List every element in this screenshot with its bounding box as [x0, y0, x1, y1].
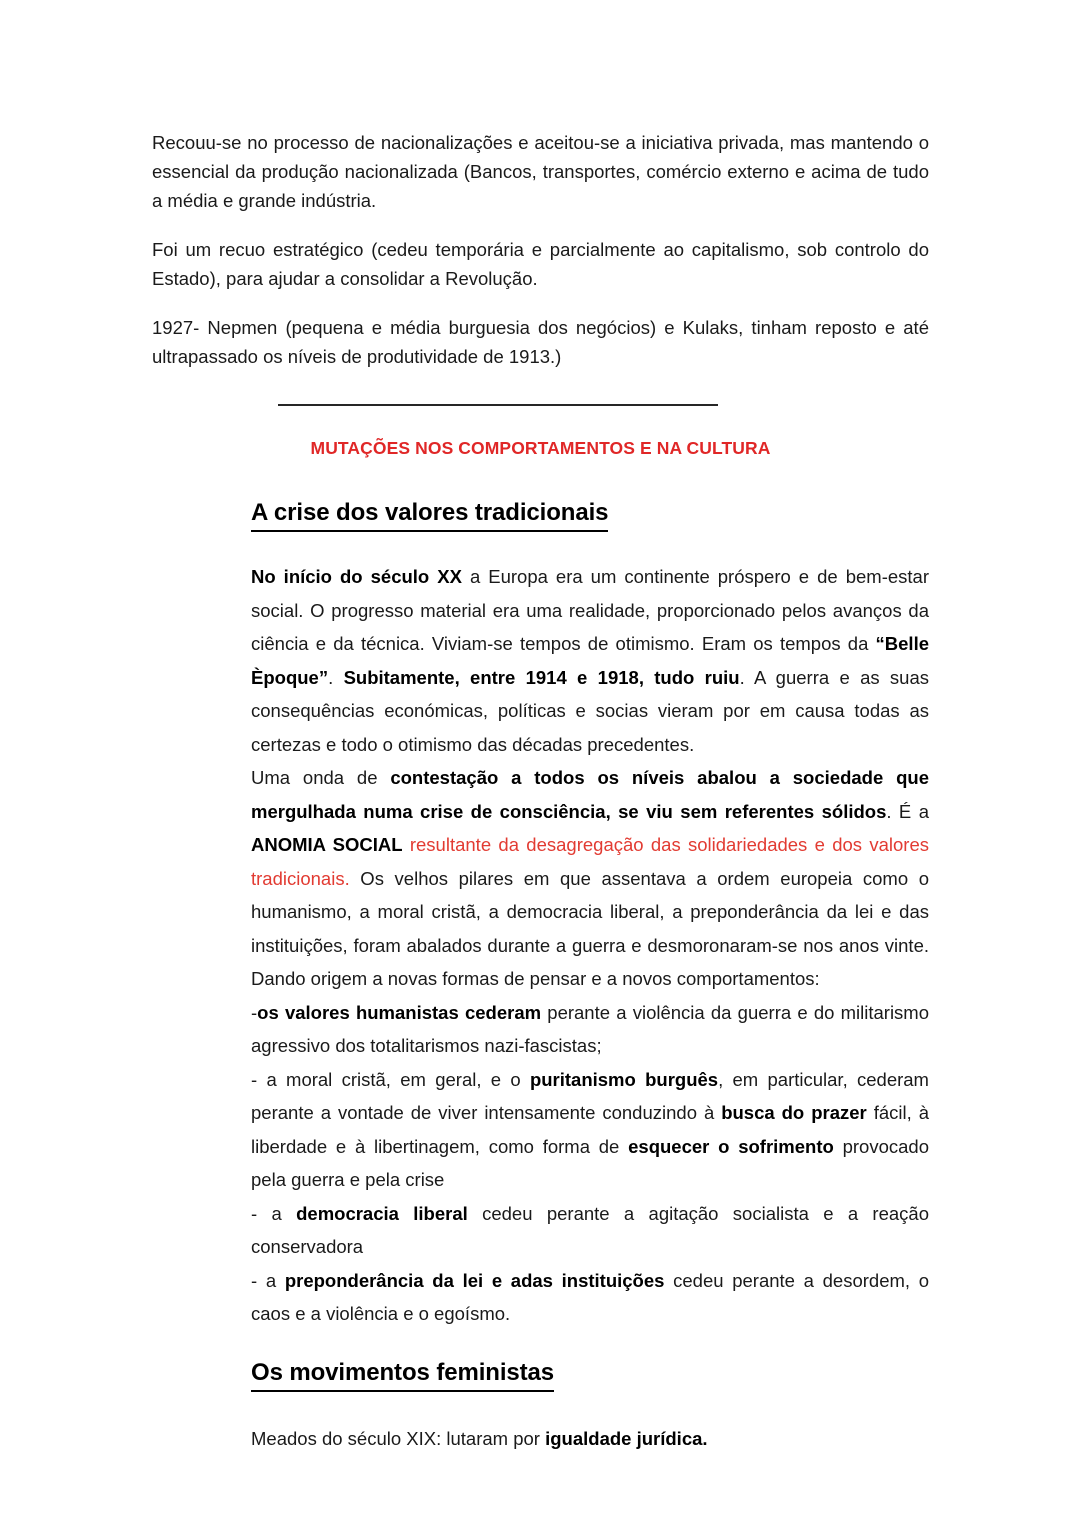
bold-run: “Belle Èpoque” [251, 633, 929, 688]
spacer [251, 532, 929, 560]
main-content-block [251, 497, 929, 1455]
paragraph-anomia-social [251, 761, 929, 996]
text-run: fácil, à liberdade e à libertinagem, como forma de [251, 1102, 929, 1157]
text-run: a Europa era um continente próspero e de bem-estar social. O progresso material era uma realidade, proporcionado pelos avanços da ciência e da técnica. Viviam-se tempos de otimismo. Eram os tempos da [251, 566, 929, 654]
bold-run: preponderância da lei e adas instituições [284, 1269, 665, 1291]
bold-run: os valores humanistas cederam [257, 1001, 542, 1023]
horizontal-divider [278, 404, 718, 406]
text-run: Os velhos pilares em que assentava a ordem europeia como o humanismo, a moral cristã, a democracia liberal, a preponderância da lei e das instituições, foram abalados durante a guerra e desmoronaram-se nos anos vinte. Dando origem a novas formas de pensar e a novos comportamentos: [251, 867, 929, 989]
spacer [251, 1331, 929, 1357]
bullet-valores-humanistas [251, 996, 929, 1063]
text-run: cedeu perante a agitação socialista e a reação conservadora [251, 1202, 930, 1257]
text-run: - [251, 1001, 258, 1023]
text-run: Uma onda de [251, 767, 391, 788]
heading-movimentos-feministas: Os movimentos feministas [251, 1357, 554, 1392]
bold-run: Subitamente, entre 1914 e 1918, tudo ruiu [343, 666, 740, 688]
bold-run: igualdade jurídica. [545, 1427, 708, 1449]
bold-run: busca do prazer [721, 1102, 867, 1123]
paragraph-meados-seculo [251, 1422, 929, 1456]
paragraph: Foi um recuo estratégico (cedeu temporária e parcialmente ao capitalismo, sob controlo do Estado), para ajudar a consolidar a Revolução. [152, 239, 929, 289]
spacer [251, 1392, 929, 1422]
paragraph: Recouu-se no processo de nacionalizações e aceitou-se a iniciativa privada, mas mantendo o essencial da produção nacionalizada (Bancos, transportes, comércio externo e acima de tudo a média e grande indústria. [152, 132, 929, 211]
bold-run: contestação a todos os níveis abalou a sociedade que mergulhada numa crise de consciência, se viu sem referentes sólidos [251, 767, 929, 822]
bullet-democracia-liberal [251, 1197, 929, 1264]
divider-line [278, 404, 718, 406]
text-run: cedeu perante a desordem, o caos e a violência e o egoísmo. [251, 1269, 930, 1324]
text-run: perante a violência da guerra e do militarismo agressivo dos totalitarismos nazi-fascistas; [251, 1001, 930, 1056]
text-run: , em particular, cederam perante a vontade de viver intensamente conduzindo à [251, 1068, 929, 1123]
text-run: - a moral cristã, em geral, e o [251, 1068, 530, 1090]
text-run: . É a [886, 800, 929, 822]
heading-crise-valores: A crise dos valores tradicionais [251, 497, 608, 532]
text-run: - a [251, 1202, 297, 1224]
bullet-preponderancia-lei [251, 1264, 929, 1331]
paragraph: 1927- Nepmen (pequena e média burguesia dos negócios) e Kulaks, tinham reposto e até ultrapassado os níveis de produtividade de 1913.) [152, 317, 929, 367]
text-run: provocado pela guerra e pela crise [251, 1135, 929, 1190]
intro-text-block [152, 128, 929, 371]
red-text-run: resultante da desagregação das solidariedades e dos valores tradicionais. [251, 834, 929, 889]
bold-run: esquecer o sofrimento [628, 1135, 834, 1157]
text-run: Meados do século XIX: lutaram por [251, 1427, 546, 1449]
bold-run: democracia liberal [296, 1202, 468, 1224]
section-title: MUTAÇÕES NOS COMPORTAMENTOS E NA CULTURA [310, 438, 771, 458]
text-run: . [328, 666, 344, 688]
text-run: . A guerra e as suas consequências económicas, políticas e socias vieram por em causa todas as certezas e todo o otimismo das décadas precedentes. [251, 666, 930, 755]
bold-run: ANOMIA SOCIAL [251, 834, 403, 855]
bullet-moral-crista [251, 1063, 929, 1197]
bold-run: puritanismo burguês [529, 1068, 719, 1090]
text-run: - a [251, 1269, 285, 1291]
paragraph-inicio-seculo [251, 560, 929, 761]
bold-run: No início do século XX [251, 566, 462, 587]
